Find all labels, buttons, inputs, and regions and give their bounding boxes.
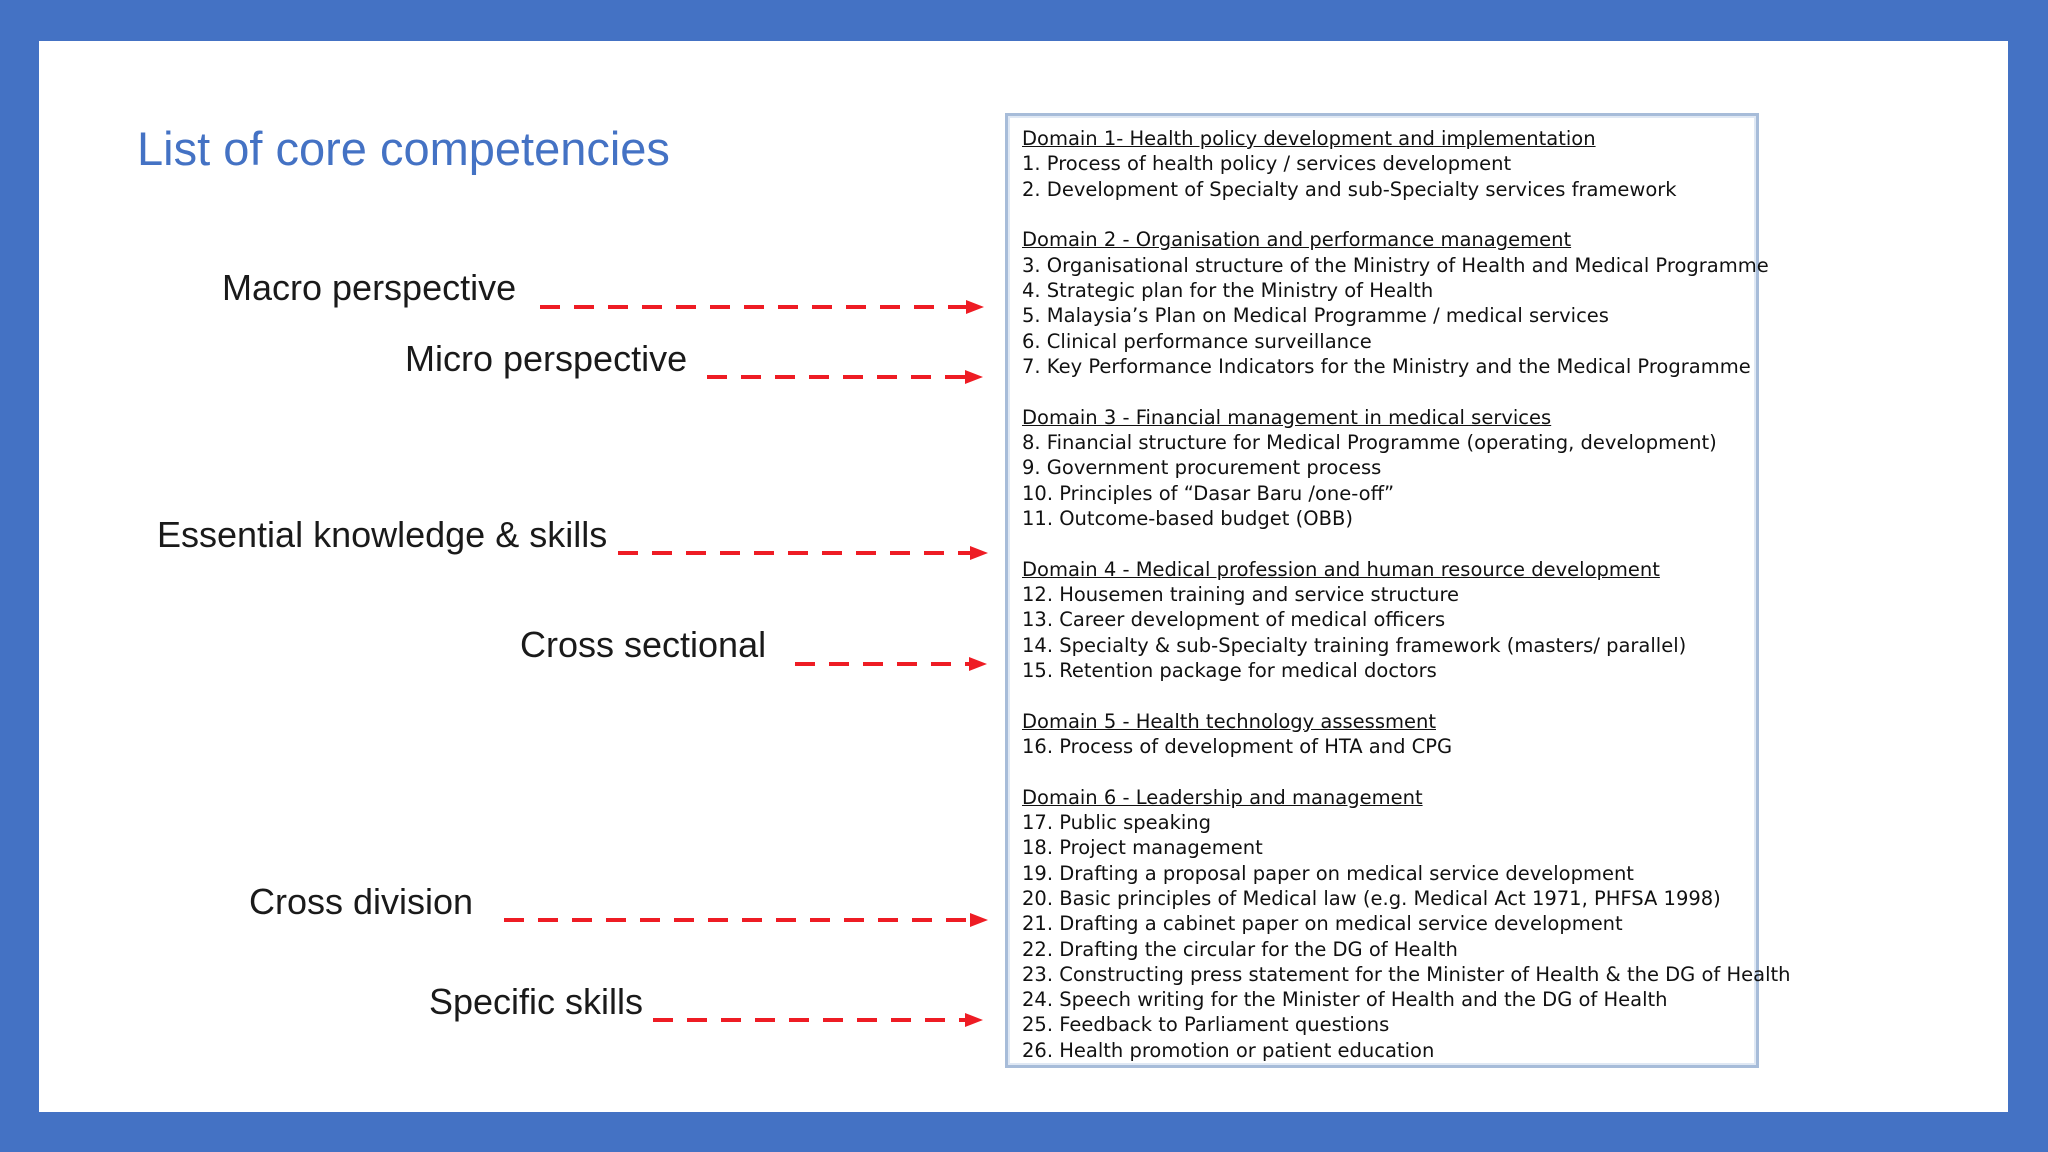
domain-item: 26. Health promotion or patient education (1022, 1038, 1435, 1062)
label-cross-division: Cross division (249, 881, 474, 922)
arrow-macro-perspective (540, 297, 990, 317)
domain-3 (1022, 405, 1742, 531)
label-micro-perspective: Micro perspective (405, 338, 688, 379)
domain-item: 9. Government procurement process (1022, 456, 1382, 480)
arrow-cross-division (504, 910, 994, 930)
label-specific-skills: Specific skills (429, 981, 644, 1022)
domain-item: 23. Constructing press statement for the Minister of Health & the DG of Health (1022, 962, 1791, 986)
domain-item: 2. Development of Specialty and sub-Specialty services framework (1022, 177, 1677, 201)
arrow-specific-skills (653, 1010, 989, 1030)
domain-item: 11. Outcome-based budget (OBB) (1022, 506, 1353, 530)
domain-item: 19. Drafting a proposal paper on medical service development (1022, 861, 1634, 885)
domain-heading: Domain 2 - Organisation and performance management (1022, 228, 1572, 252)
domain-item: 14. Specialty & sub-Specialty training framework (masters/ parallel) (1022, 633, 1687, 657)
domain-item: 24. Speech writing for the Minister of Health and the DG of Health (1022, 988, 1668, 1012)
domain-item: 15. Retention package for medical doctors (1022, 658, 1437, 682)
domain-heading: Domain 4 - Medical profession and human resource development (1022, 557, 1660, 581)
domain-item: 13. Career development of medical officers (1022, 608, 1446, 632)
slide-title: List of core competencies (137, 122, 670, 175)
domain-item: 7. Key Performance Indicators for the Ministry and the Medical Programme (1022, 354, 1751, 378)
arrow-essential-knowledge (618, 543, 993, 563)
domain-item: 12. Housemen training and service structure (1022, 582, 1460, 606)
domain-4 (1022, 557, 1742, 683)
domain-heading: Domain 6 - Leadership and management (1022, 785, 1423, 809)
domain-item: 8. Financial structure for Medical Programme (operating, development) (1022, 430, 1717, 454)
domain-2 (1022, 227, 1769, 379)
arrow-cross-sectional (795, 654, 995, 674)
domain-heading: Domain 1- Health policy development and implementation (1022, 127, 1596, 150)
label-essential-knowledge: Essential knowledge & skills (157, 514, 608, 555)
domain-item: 16. Process of development of HTA and CPG (1022, 734, 1453, 758)
domain-item: 1. Process of health policy / services development (1022, 152, 1512, 176)
domain-1 (1022, 126, 1742, 202)
domain-item: 20. Basic principles of Medical law (e.g. Medical Act 1971, PHFSA 1998) (1022, 886, 1721, 910)
domain-item: 22. Drafting the circular for the DG of Health (1022, 937, 1458, 961)
domain-item: 5. Malaysia’s Plan on Medical Programme / medical services (1022, 304, 1609, 328)
domain-item: 3. Organisational structure of the Ministry of Health and Medical Programme (1022, 253, 1769, 277)
domain-5 (1022, 709, 1742, 760)
label-cross-sectional: Cross sectional (520, 624, 767, 665)
label-macro-perspective: Macro perspective (222, 267, 517, 308)
domain-item: 18. Project management (1022, 836, 1263, 860)
domain-heading: Domain 5 - Health technology assessment (1022, 709, 1436, 733)
domain-6 (1022, 785, 1791, 1063)
domain-item: 4. Strategic plan for the Ministry of Health (1022, 278, 1434, 302)
domain-heading: Domain 3 - Financial management in medical services (1022, 405, 1552, 429)
arrow-micro-perspective (707, 367, 987, 387)
domain-item: 25. Feedback to Parliament questions (1022, 1013, 1390, 1037)
domain-item: 6. Clinical performance surveillance (1022, 329, 1372, 353)
domain-item: 17. Public speaking (1022, 811, 1212, 835)
domain-item: 21. Drafting a cabinet paper on medical service development (1022, 912, 1623, 936)
domains-panel (1005, 113, 1791, 1068)
domain-item: 10. Principles of “Dasar Baru /one-off” (1022, 481, 1395, 505)
slide (39, 41, 2008, 1112)
